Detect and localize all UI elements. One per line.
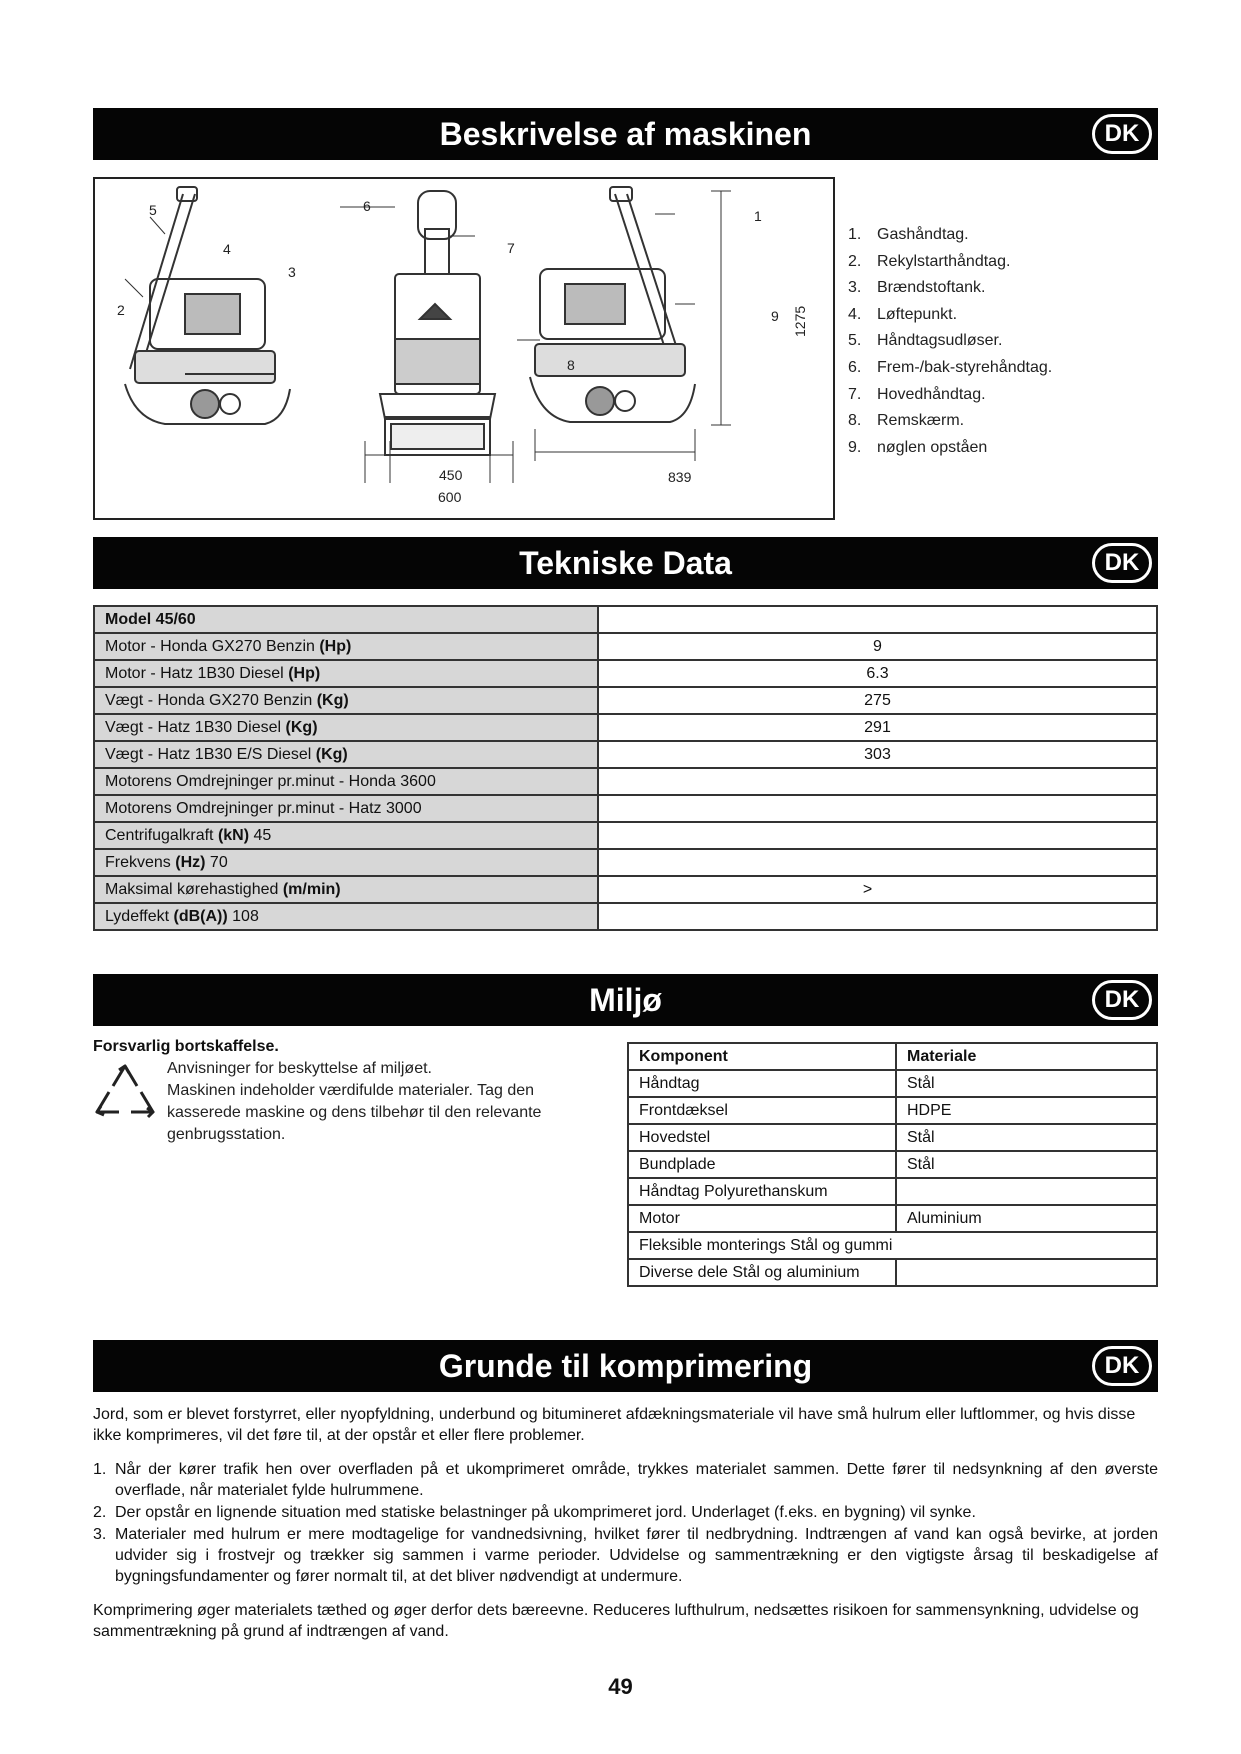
- dim-width-inner: 450: [439, 467, 463, 483]
- table-cell: Fleksible monterings Stål og gummi: [628, 1232, 1157, 1259]
- list-item: 2. Rekylstarthåndtag.: [848, 252, 1011, 270]
- list-item: 4. Løftepunkt.: [848, 305, 958, 323]
- table-header-cell: Komponent: [628, 1043, 896, 1070]
- callout-9: 9: [771, 308, 779, 324]
- table-row: [628, 1097, 1157, 1124]
- section-title: Miljø: [589, 982, 662, 1018]
- table-row: [628, 1205, 1157, 1232]
- table-cell: 303: [598, 741, 1157, 768]
- section-title: Grunde til komprimering: [438, 1348, 813, 1384]
- table-cell: Frekvens (Hz) 70: [94, 849, 598, 876]
- table-cell: 6.3: [598, 660, 1157, 687]
- table-cell: Lydeffekt (dB(A)) 108: [94, 903, 598, 930]
- callout-1: 1: [754, 208, 762, 224]
- table-cell: Motor - Honda GX270 Benzin (Hp): [94, 633, 598, 660]
- table-row: [94, 714, 1157, 741]
- callout-4: 4: [223, 241, 231, 257]
- table-cell: Vægt - Hatz 1B30 E/S Diesel (Kg): [94, 741, 598, 768]
- dk-badge: DK: [1092, 114, 1152, 154]
- table-row: [94, 687, 1157, 714]
- table-header-cell: Materiale: [896, 1043, 1157, 1070]
- section-banner-environment: [93, 974, 1158, 1026]
- list-item: 3. Brændstoftank.: [848, 279, 986, 297]
- table-cell: [598, 849, 1157, 876]
- side-view-left: [125, 187, 290, 424]
- table-cell: HDPE: [896, 1097, 1157, 1124]
- table-row: [628, 1232, 1157, 1259]
- compaction-reasons: [93, 1459, 1158, 1588]
- table-row: [94, 795, 1157, 822]
- machine-drawings: [95, 179, 833, 518]
- table-row: [628, 1178, 1157, 1205]
- table-cell: [896, 1259, 1157, 1286]
- table-cell: Vægt - Hatz 1B30 Diesel (Kg): [94, 714, 598, 741]
- list-item: 8. Remskærm.: [848, 412, 965, 430]
- section-title: Tekniske Data: [519, 545, 732, 581]
- table-cell: Håndtag Polyurethanskum: [628, 1178, 896, 1205]
- table-row: [94, 903, 1157, 930]
- list-item: 7. Hovedhåndtag.: [848, 385, 986, 403]
- disposal-line1: Anvisninger for beskyttelse af miljøet.: [167, 1060, 432, 1077]
- list-item: 1. Når der kører trafik hen over overfladen på et ukomprimeret område, trykkes materialet sammen. Dette fører til nedsynkning af den øverste overflade, når materialet fylde hulrummene.: [93, 1461, 1158, 1499]
- parts-list: [848, 222, 1052, 461]
- table-row: [94, 849, 1157, 876]
- table-cell: 291: [598, 714, 1157, 741]
- table-row: [94, 633, 1157, 660]
- front-view: [380, 191, 495, 455]
- section-title: Beskrivelse af maskinen: [439, 116, 812, 152]
- callout-8: 8: [567, 357, 575, 373]
- table-cell: [598, 903, 1157, 930]
- list-item: 6. Frem-/bak-styrehåndtag.: [848, 358, 1053, 376]
- table-cell: Motor - Hatz 1B30 Diesel (Hp): [94, 660, 598, 687]
- section-banner-compaction: [93, 1340, 1158, 1392]
- table-cell: Stål: [896, 1151, 1157, 1178]
- disposal-line2: Maskinen indeholder værdifulde materialer. Tag den kasserede maskine og dens tilbehør til den relevante genbrugsstation.: [167, 1082, 542, 1143]
- side-view-right: [530, 187, 695, 422]
- disposal-text: [167, 1058, 597, 1146]
- callout-3: 3: [288, 264, 296, 280]
- table-cell: [896, 1178, 1157, 1205]
- dim-height: 1275: [792, 305, 808, 337]
- table-cell: 9: [598, 633, 1157, 660]
- list-item: 9. nøglen opståen: [848, 438, 988, 456]
- table-cell: 275: [598, 687, 1157, 714]
- table-cell: [598, 606, 1157, 633]
- table-cell: >: [598, 876, 1157, 903]
- table-row: [628, 1151, 1157, 1178]
- compaction-conclusion: Komprimering øger materialets tæthed og øger derfor dets bæreevne. Reduceres lufthulrum, nedsættes risikoen for sammensynkning, udvidelse og sammentrækning på grund af indtrængen af vand.: [93, 1602, 1139, 1640]
- dk-badge: DK: [1092, 1346, 1152, 1386]
- table-cell: [598, 768, 1157, 795]
- materials-table: [627, 1042, 1158, 1287]
- table-cell: [598, 822, 1157, 849]
- table-cell: Vægt - Honda GX270 Benzin (Kg): [94, 687, 598, 714]
- table-cell: Hovedstel: [628, 1124, 896, 1151]
- dim-length: 839: [668, 469, 692, 485]
- table-cell: Diverse dele Stål og aluminium: [628, 1259, 896, 1286]
- callout-2: 2: [117, 302, 125, 318]
- table-row: [94, 876, 1157, 903]
- callout-7: 7: [507, 240, 515, 256]
- table-cell: Motorens Omdrejninger pr.minut - Honda 3600: [94, 768, 598, 795]
- recycle-icon: [91, 1062, 159, 1120]
- dim-width-outer: 600: [438, 489, 462, 505]
- disposal-heading: Forsvarlig bortskaffelse.: [93, 1038, 279, 1055]
- table-row: [94, 606, 1157, 633]
- page-number: 49: [608, 1674, 633, 1699]
- dk-badge: DK: [1092, 980, 1152, 1020]
- table-row: [628, 1259, 1157, 1286]
- table-cell: Motor: [628, 1205, 896, 1232]
- table-row: [94, 660, 1157, 687]
- table-row: [628, 1124, 1157, 1151]
- list-item: 1. Gashåndtag.: [848, 226, 969, 243]
- specs-table: [93, 605, 1158, 931]
- list-item: 3. Materialer med hulrum er mere modtagelige for vandnedsivning, hvilket fører til nedbrydning. Indtrængen af vand kan også bevirke, at jorden udvider sig i frostvejr og trækker sig sammen i varme perioder. Udvidelse og sammentrækning er den vigtigste årsag til beskadigelse af bygningsfundamenter og fører normalt til, at det bliver nødvendigt at undermure.: [93, 1526, 1158, 1585]
- table-cell: Stål: [896, 1124, 1157, 1151]
- table-cell: Motorens Omdrejninger pr.minut - Hatz 3000: [94, 795, 598, 822]
- callout-5: 5: [149, 202, 157, 218]
- machine-figure: [93, 177, 835, 520]
- table-row: [628, 1043, 1157, 1070]
- table-row: [94, 741, 1157, 768]
- dk-badge: DK: [1092, 543, 1152, 583]
- callout-6: 6: [363, 198, 371, 214]
- table-cell: [598, 795, 1157, 822]
- table-cell: Model 45/60: [94, 606, 598, 633]
- table-cell: Bundplade: [628, 1151, 896, 1178]
- table-cell: Frontdæksel: [628, 1097, 896, 1124]
- table-cell: Maksimal kørehastighed (m/min): [94, 876, 598, 903]
- compaction-intro: Jord, som er blevet forstyrret, eller nyopfyldning, underbund og bitumineret afdækningsmateriale vil have små hulrum eller luftlommer, og hvis disse ikke komprimeres, vil det føre til, at der opstår et eller flere problemer.: [93, 1406, 1136, 1444]
- table-cell: Aluminium: [896, 1205, 1157, 1232]
- table-row: [94, 768, 1157, 795]
- table-cell: Centrifugalkraft (kN) 45: [94, 822, 598, 849]
- table-cell: Håndtag: [628, 1070, 896, 1097]
- table-cell: Stål: [896, 1070, 1157, 1097]
- list-item: 5. Håndtagsudløser.: [848, 332, 1003, 350]
- table-row: [628, 1070, 1157, 1097]
- section-banner-description: [93, 108, 1158, 160]
- table-row: [94, 822, 1157, 849]
- section-banner-technical: [93, 537, 1158, 589]
- list-item: 2. Der opstår en lignende situation med statiske belastninger på ukomprimeret jord. Underlaget (f.eks. en bygning) vil synke.: [93, 1504, 976, 1521]
